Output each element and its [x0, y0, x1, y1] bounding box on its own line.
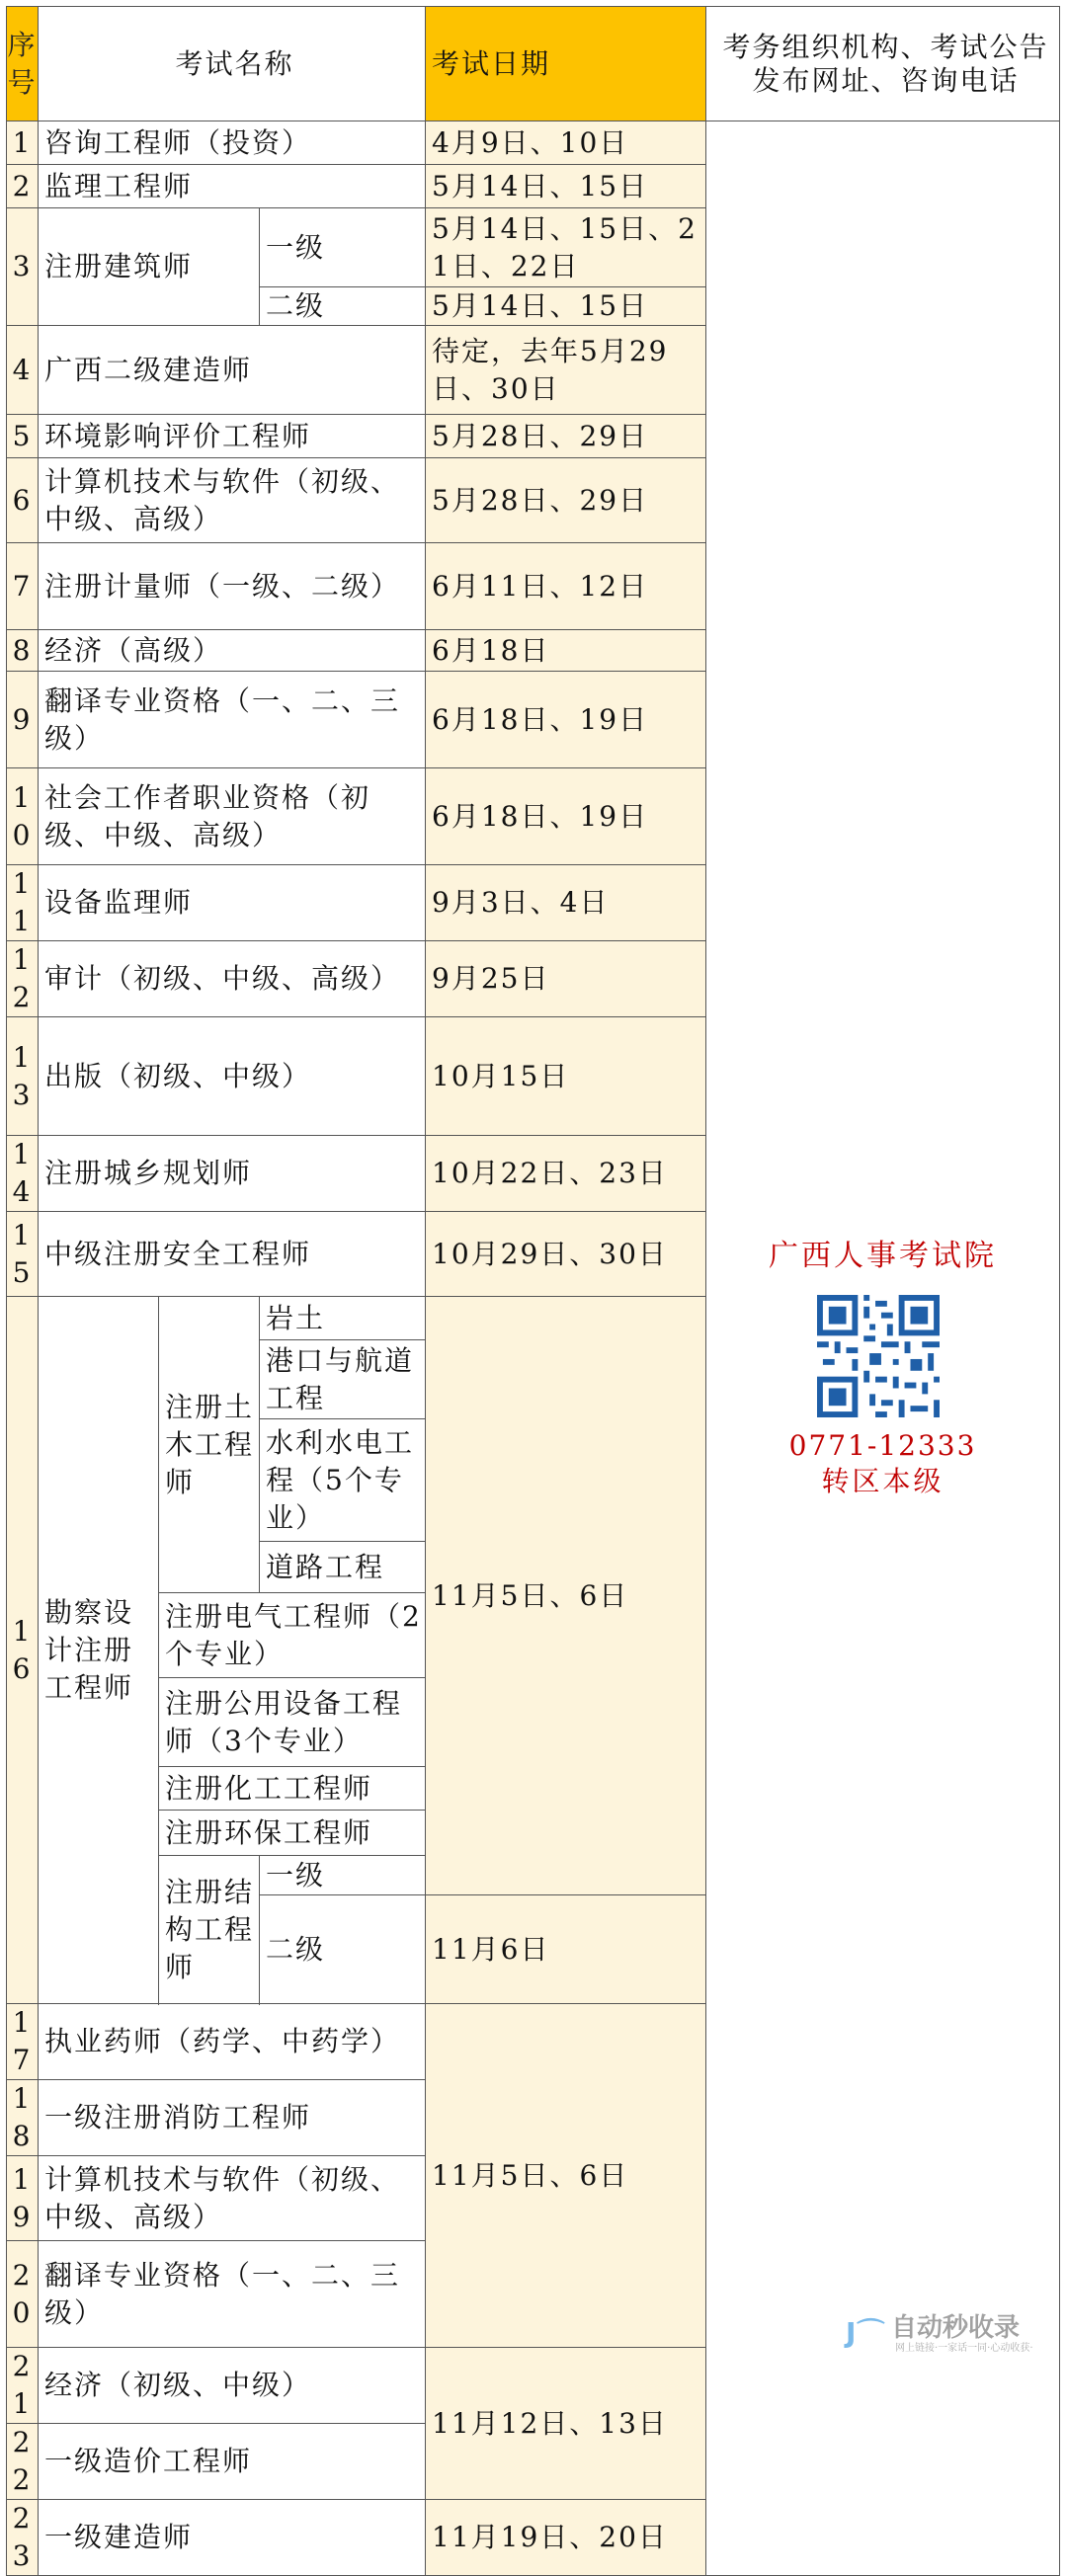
header-date: 考试日期 — [426, 7, 706, 121]
row-num: 22 — [7, 2424, 39, 2500]
exam-date: 6月11日、12日 — [426, 543, 706, 630]
exam-date: 5月14日、15日 — [426, 165, 706, 208]
row-num: 20 — [7, 2241, 39, 2348]
exam-name: 计算机技术与软件（初级、中级、高级） — [39, 2156, 426, 2241]
row-num: 13 — [7, 1017, 39, 1136]
exam-sub-name: 一级 — [260, 1856, 426, 1895]
exam-name: 经济（初级、中级） — [39, 2348, 426, 2424]
exam-date: 11月5日、6日 — [426, 2004, 706, 2348]
watermark-brand: 自动秒收录 — [891, 2313, 1021, 2343]
exam-name: 计算机技术与软件（初级、中级、高级） — [39, 458, 426, 543]
exam-name: 执业药师（药学、中药学） — [39, 2004, 426, 2080]
exam-date: 9月3日、4日 — [426, 865, 706, 941]
watermark — [846, 2305, 1043, 2357]
exam-name: 环境影响评价工程师 — [39, 415, 426, 458]
exam-date: 11月12日、13日 — [426, 2348, 706, 2500]
exam-name: 广西二级建造师 — [39, 326, 426, 415]
table-row — [7, 121, 1060, 165]
exam-name: 审计（初级、中级、高级） — [39, 941, 426, 1017]
exam-name: 社会工作者职业资格（初级、中级、高级） — [39, 768, 426, 865]
row-num: 11 — [7, 865, 39, 941]
row-num: 1 — [7, 121, 39, 165]
row-num: 16 — [7, 1297, 39, 2004]
exam-date: 5月14日、15日 — [426, 287, 706, 326]
header-num: 序号 — [7, 7, 39, 121]
exam-date: 9月25日 — [426, 941, 706, 1017]
exam-name: 设备监理师 — [39, 865, 426, 941]
exam-name: 翻译专业资格（一、二、三级） — [39, 2241, 426, 2348]
row-num: 23 — [7, 2500, 39, 2576]
exam-group-structural: 注册结构工程师 — [159, 1856, 260, 2004]
exam-date: 5月28日、29日 — [426, 415, 706, 458]
exam-sub-name: 一级 — [260, 208, 426, 287]
exam-sub-name: 水利水电工程（5个专业） — [260, 1419, 426, 1542]
exam-date: 6月18日、19日 — [426, 672, 706, 768]
row-num: 8 — [7, 630, 39, 672]
exam-sub-name: 港口与航道工程 — [260, 1340, 426, 1419]
row-num: 10 — [7, 768, 39, 865]
exam-sub-name: 岩土 — [260, 1297, 426, 1340]
exam-date: 5月28日、29日 — [426, 458, 706, 543]
row-num: 18 — [7, 2080, 39, 2156]
exam-name: 经济（高级） — [39, 630, 426, 672]
jn-logo-icon: J⌒ — [846, 2316, 886, 2349]
exam-name: 一级注册消防工程师 — [39, 2080, 426, 2156]
row-num: 4 — [7, 326, 39, 415]
watermark-subtitle: 网上链接·一家话一同·心动收获· — [895, 2343, 1033, 2354]
exam-date: 11月19日、20日 — [426, 2500, 706, 2576]
row-num: 6 — [7, 458, 39, 543]
row-num: 15 — [7, 1212, 39, 1297]
exam-name: 一级建造师 — [39, 2500, 426, 2576]
exam-sub-name: 注册公用设备工程师（3个专业） — [159, 1678, 426, 1767]
exam-name: 注册建筑师 — [39, 208, 260, 326]
exam-sub-name: 二级 — [260, 287, 426, 326]
exam-name: 注册城乡规划师 — [39, 1136, 426, 1212]
row-num: 14 — [7, 1136, 39, 1212]
exam-sub-name: 注册环保工程师 — [159, 1811, 426, 1856]
row-num: 2 — [7, 165, 39, 208]
exam-name: 勘察设计注册工程师 — [39, 1297, 159, 2004]
exam-sub-name: 道路工程 — [260, 1542, 426, 1593]
exam-name: 翻译专业资格（一、二、三级） — [39, 672, 426, 768]
row-num: 5 — [7, 415, 39, 458]
exam-date: 11月5日、6日 — [426, 1297, 706, 1895]
exam-date: 5月14日、15日、21日、22日 — [426, 208, 706, 287]
row-num: 12 — [7, 941, 39, 1017]
exam-name: 一级造价工程师 — [39, 2424, 426, 2500]
header-org: 考务组织机构、考试公告发布网址、咨询电话 — [706, 7, 1060, 121]
exam-date: 11月6日 — [426, 1895, 706, 2004]
table-header-row — [7, 7, 1060, 121]
exam-date: 6月18日 — [426, 630, 706, 672]
org-phone: 0771-12333 — [788, 1429, 977, 1462]
exam-group-civil: 注册土木工程师 — [159, 1297, 260, 1593]
exam-schedule-sheet — [6, 6, 1059, 2572]
row-num: 7 — [7, 543, 39, 630]
row-num: 19 — [7, 2156, 39, 2241]
header-name: 考试名称 — [39, 7, 426, 121]
org-name: 广西人事考试院 — [769, 1239, 998, 1273]
qr-code-icon[interactable] — [817, 1295, 940, 1417]
exam-name: 注册计量师（一级、二级） — [39, 543, 426, 630]
exam-name: 出版（初级、中级） — [39, 1017, 426, 1136]
row-num: 9 — [7, 672, 39, 768]
exam-name: 中级注册安全工程师 — [39, 1212, 426, 1297]
exam-date: 10月15日 — [426, 1017, 706, 1136]
exam-sub-name: 注册电气工程师（2个专业） — [159, 1593, 426, 1678]
exam-sub-name: 二级 — [260, 1895, 426, 2004]
org-transfer: 转区本级 — [821, 1465, 944, 1497]
exam-date: 4月9日、10日 — [426, 121, 706, 165]
row-num: 21 — [7, 2348, 39, 2424]
exam-date: 10月22日、23日 — [426, 1136, 706, 1212]
exam-name: 监理工程师 — [39, 165, 426, 208]
exam-date: 待定，去年5月29日、30日 — [426, 326, 706, 415]
org-cell — [706, 121, 1060, 2576]
exam-date: 6月18日、19日 — [426, 768, 706, 865]
exam-sub-name: 注册化工工程师 — [159, 1767, 426, 1811]
row-num: 3 — [7, 208, 39, 326]
exam-date: 10月29日、30日 — [426, 1212, 706, 1297]
exam-schedule-table — [6, 6, 1060, 2576]
row-num: 17 — [7, 2004, 39, 2080]
exam-name: 咨询工程师（投资） — [39, 121, 426, 165]
